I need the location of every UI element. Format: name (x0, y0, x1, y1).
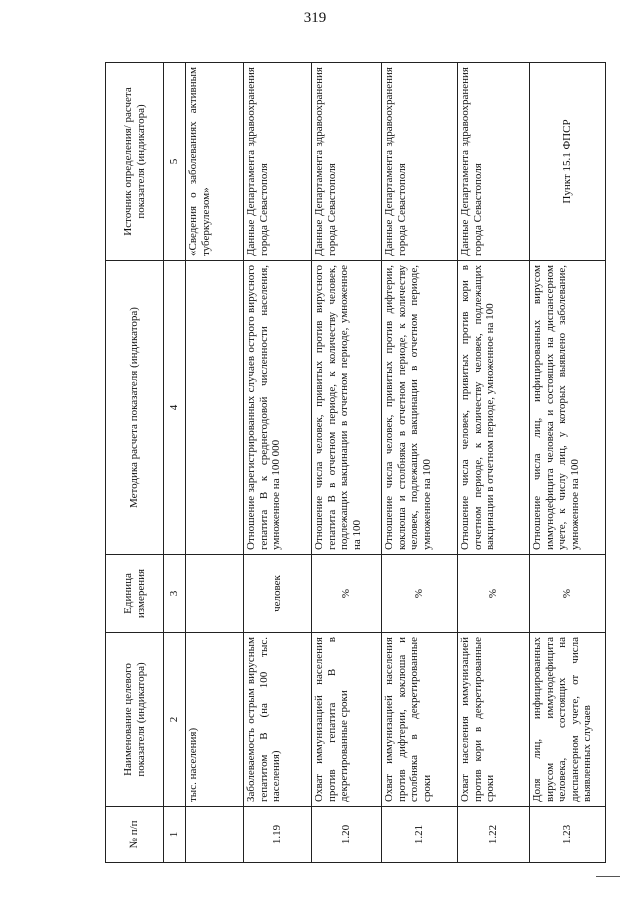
column-number: 2 (164, 633, 186, 807)
header-unit: Единица измерения (106, 555, 164, 633)
cell-name: Охват иммунизацией населения против дифтерии, коклюша и столбняка в декретированные сроки (382, 633, 458, 807)
cell-name: Охват иммунизацией населения против гепатита В в декретированные сроки (312, 633, 382, 807)
table-row (382, 63, 458, 863)
cell-no: 1.21 (382, 807, 458, 863)
cell-unit (186, 555, 244, 633)
cell-name: Доля лиц, инфицированных вирусом иммунодефицита человека, состоящих на диспансерном учете, от числа выявленных случаев (530, 633, 606, 807)
column-number: 5 (164, 63, 186, 261)
cell-no: 1.19 (244, 807, 312, 863)
cell-no: 1.20 (312, 807, 382, 863)
cell-source: Данные Департамента здравоохранения города Севастополя (312, 63, 382, 261)
cell-name: Охват населения иммунизацией против кори в декретированные сроки (458, 633, 530, 807)
column-number: 4 (164, 261, 186, 555)
cell-method: Отношение зарегистрированных случаев острого вирусного гепатита В к среднегодовой численности населения, умноженное на 100 000 (244, 261, 312, 555)
footer-rule (596, 876, 620, 877)
cell-no: 1.22 (458, 807, 530, 863)
cell-no: 1.23 (530, 807, 606, 863)
cell-name: тыс. населения) (186, 633, 244, 807)
cell-name: Заболеваемость острым вирусным гепатитом В (на 100 тыс. населения) (244, 633, 312, 807)
header-name: Наименование целевого показателя (индикатора) (106, 633, 164, 807)
table-row-continuation (186, 63, 244, 863)
table-row (244, 63, 312, 863)
cell-method: Отношение числа человек, привитых против вирусного гепатита В в отчетном периоде, к количеству человек, подлежащих вакцинации в отчетном периоде, умноженное на 100 (312, 261, 382, 555)
table-row (312, 63, 382, 863)
cell-method (186, 261, 244, 555)
cell-source: Пункт 15.1 ФПСР (530, 63, 606, 261)
column-number: 1 (164, 807, 186, 863)
cell-unit: % (312, 555, 382, 633)
cell-method: Отношение числа человек, привитых против кори в отчетном периоде, к количеству человек, подлежащих вакцинации в отчетном периоде, умноженное на 100 (458, 261, 530, 555)
page-number: 319 (303, 10, 327, 26)
table-row (458, 63, 530, 863)
cell-unit: % (382, 555, 458, 633)
cell-method: Отношение числа человек, привитых против дифтерии, коклюша и столбняка в отчетном периоде, к количеству человек, подлежащих вакцинации в отчетном периоде, умноженное на 100 (382, 261, 458, 555)
cell-unit: % (530, 555, 606, 633)
cell-source: Данные Департамента здравоохранения города Севастополя (382, 63, 458, 261)
table-row (530, 63, 606, 863)
cell-unit: человек (244, 555, 312, 633)
column-number: 3 (164, 555, 186, 633)
header-source: Источник определения/ расчета показателя (индикатора) (106, 63, 164, 261)
header-method: Методика расчета показателя (индикатора) (106, 261, 164, 555)
cell-source: «Сведения о заболеваниях активным туберкулезом» (186, 63, 244, 261)
indicators-table (105, 62, 606, 863)
cell-method: Отношение числа лиц, инфицированных вирусом иммунодефицита человека и состоящих на диспансерном учете, к числу лиц, у которых выявлено заболевание, умноженное на 100 (530, 261, 606, 555)
cell-source: Данные Департамента здравоохранения города Севастополя (458, 63, 530, 261)
cell-unit: % (458, 555, 530, 633)
cell-no (186, 807, 244, 863)
rotated-table-container (105, 63, 605, 863)
header-no: № п/п (106, 807, 164, 863)
cell-source: Данные Департамента здравоохранения города Севастополя (244, 63, 312, 261)
